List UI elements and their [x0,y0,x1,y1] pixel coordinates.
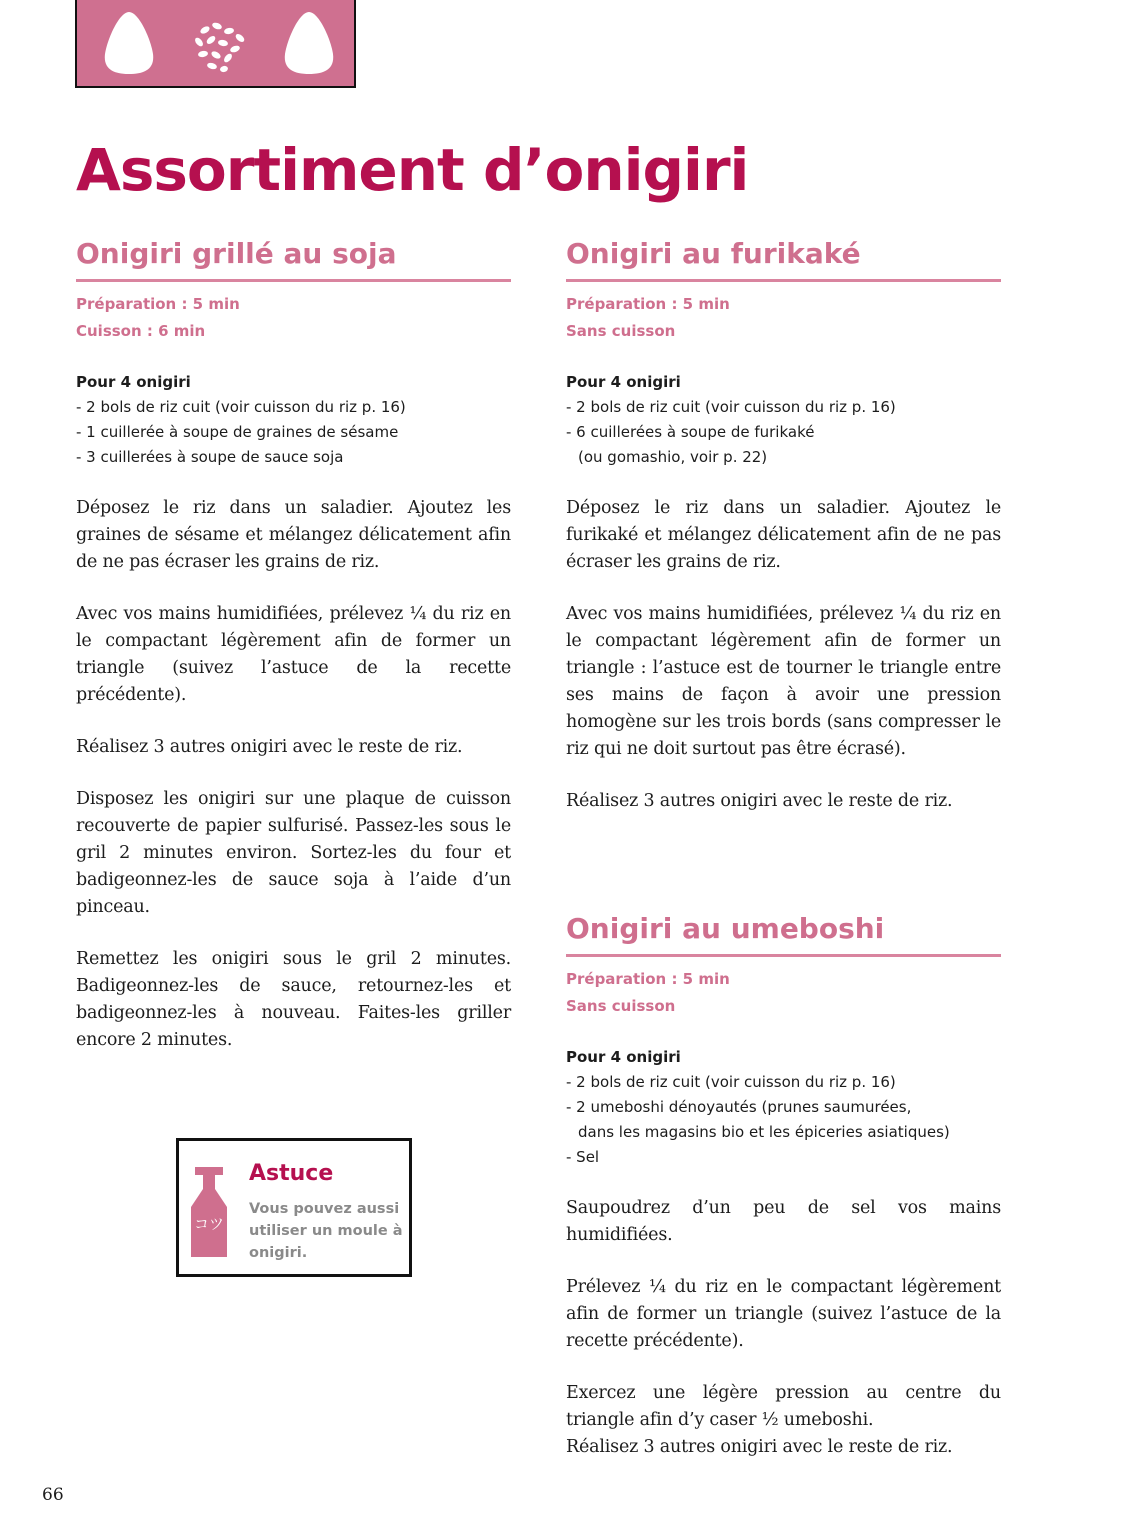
instruction-step: Réalisez 3 autres onigiri avec le reste de riz. [566,1437,953,1457]
ingredient: (ou gomashio, voir p. 22) [578,448,768,466]
left-column [76,234,511,1054]
cook-time: Sans cuisson [566,322,676,340]
prep-time: Préparation : 5 min [566,970,730,988]
recipe-meta [566,966,1001,1020]
recipe-title: Onigiri grillé au soja [76,234,511,282]
page-number: 66 [42,1485,64,1505]
instruction-step: Avec vos mains humidifiées, prélevez ¼ du riz en le compactant légèrement afin de former un triangle (suivez l’astuce de la recette précédente). [76,604,511,705]
ingredient: - Sel [566,1148,600,1166]
soy-sauce-bottle-icon [191,1167,239,1261]
header-banner [75,0,356,88]
instruction-step: Saupoudrez d’un peu de sel vos mains humidifiées. [566,1198,1001,1245]
ingredient: - 2 bols de riz cuit (voir cuisson du riz p. 16) [76,398,406,416]
tip-text: Vous pouvez aussi utiliser un moule à onigiri. [249,1201,403,1261]
instruction-step: Déposez le riz dans un saladier. Ajoutez les graines de sésame et mélangez délicatement afin de ne pas écraser les grains de riz. [76,498,511,572]
ingredient: - 3 cuillerées à soupe de sauce soja [76,448,344,466]
recipe-onigiri-soja [76,234,511,1054]
recipe-onigiri-umeboshi [566,909,1001,1461]
recipe-title: Onigiri au furikaké [566,234,1001,282]
icon-text: コツ [193,1215,225,1233]
onigiri-icon [285,12,333,74]
ingredient: - 2 bols de riz cuit (voir cuisson du riz p. 16) [566,1073,896,1091]
recipe-meta [566,291,1001,345]
right-column [566,234,1001,1461]
cook-time: Cuisson : 6 min [76,322,206,340]
ingredient: - 2 umeboshi dénoyautés (prunes saumurées, [566,1098,912,1116]
page-title: Assortiment d’onigiri [76,136,749,204]
recipe-title: Onigiri au umeboshi [566,909,1001,957]
instruction-step: Réalisez 3 autres onigiri avec le reste de riz. [566,791,953,811]
prep-time: Préparation : 5 min [76,295,240,313]
instruction-step: Déposez le riz dans un saladier. Ajoutez le furikaké et mélangez délicatement afin de ne pas écraser les grains de riz. [566,498,1001,572]
instruction-step: Remettez les onigiri sous le gril 2 minutes. Badigeonnez-les de sauce, retournez-les et badigeonnez-les à nouveau. Faites-les griller encore 2 minutes. [76,949,511,1050]
ingredient-list [566,370,1001,470]
ingredient: - 6 cuillerées à soupe de furikaké [566,423,815,441]
onigiri-icon [105,12,153,74]
rice-grains-icon [193,21,245,72]
instruction-step: Disposez les onigiri sur une plaque de cuisson recouverte de papier sulfurisé. Passez-les sous le gril 2 minutes environ. Sortez-les du four et badigeonnez-les de sauce soja à l’aide d’un pinceau. [76,789,511,917]
instruction-step: Réalisez 3 autres onigiri avec le reste de riz. [76,737,463,757]
cook-time: Sans cuisson [566,997,676,1015]
tip-title: Astuce [249,1161,334,1186]
tip-box [176,1138,412,1277]
ingredient-list [566,1045,1001,1170]
servings: Pour 4 onigiri [566,373,681,391]
prep-time: Préparation : 5 min [566,295,730,313]
ingredient: - 1 cuillerée à soupe de graines de sésame [76,423,399,441]
servings: Pour 4 onigiri [76,373,191,391]
instruction-step: Prélevez ¼ du riz en le compactant légèrement afin de former un triangle (suivez l’astuce de la recette précédente). [566,1277,1001,1351]
recipe-meta [76,291,511,345]
ingredient: - 2 bols de riz cuit (voir cuisson du riz p. 16) [566,398,896,416]
instruction-step: Avec vos mains humidifiées, prélevez ¼ du riz en le compactant légèrement afin de former un triangle : l’astuce est de tourner le triangle entre ses mains de façon à avoir une pression homogène sur les trois bords (sans compresser le riz qui ne doit surtout pas être écrasé). [566,604,1001,759]
ingredient: dans les magasins bio et les épiceries asiatiques) [578,1123,950,1141]
recipe-onigiri-furikake [566,234,1001,815]
instruction-step: Exercez une légère pression au centre du triangle afin d’y caser ½ umeboshi. [566,1383,1001,1430]
ingredient-list [76,370,511,470]
servings: Pour 4 onigiri [566,1048,681,1066]
